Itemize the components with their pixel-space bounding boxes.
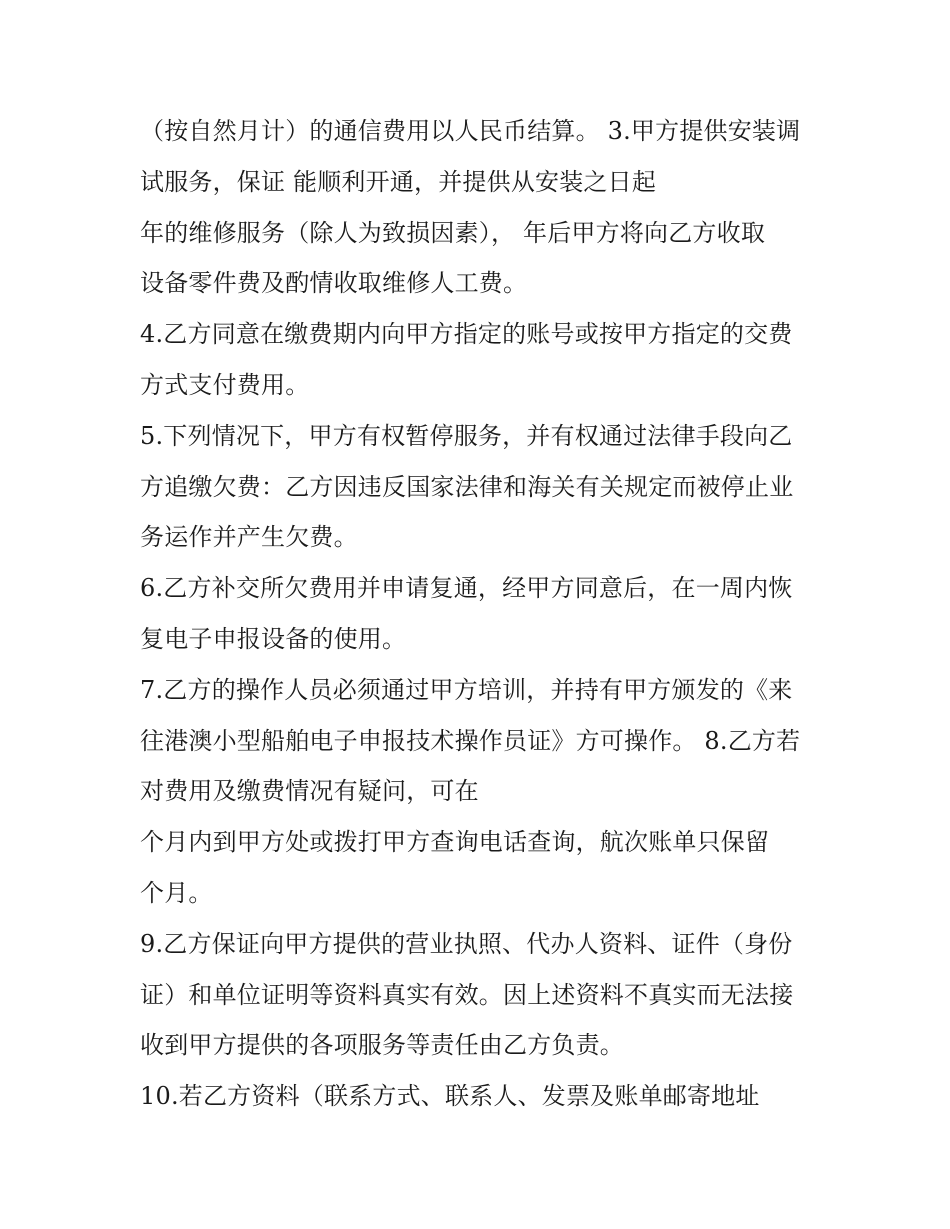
text-line: 年的维修服务（除人为致损因素）， 年后甲方将向乙方收取	[140, 218, 766, 247]
text-line: 6.乙方补交所欠费用并申请复通，经甲方同意后，在一周内恢	[140, 574, 793, 603]
text-line: 复电子申报设备的使用。	[140, 624, 407, 653]
text-line: 对费用及缴费情况有疑问，可在	[140, 777, 479, 806]
text-line: 试服务，保证 能顺利开通，并提供从安装之日起	[140, 167, 657, 196]
text-line: 收到甲方提供的各项服务等责任由乙方负责。	[140, 1031, 624, 1060]
text-line: （按自然月计）的通信费用以人民币结算。 3.甲方提供安装调	[140, 117, 801, 145]
text-line: 9.乙方保证向甲方提供的营业执照、代办人资料、证件（身份	[140, 929, 793, 958]
text-line: 4.乙方同意在缴费期内向甲方指定的账号或按甲方指定的交费	[140, 320, 793, 349]
contract-text-body	[140, 106, 830, 1122]
text-line: 往港澳小型船舶电子申报技术操作员证》方可操作。 8.乙方若	[140, 726, 801, 755]
text-line: 务运作并产生欠费。	[140, 523, 358, 552]
text-line: 5.下列情况下，甲方有权暂停服务，并有权通过法律手段向乙	[140, 421, 793, 450]
text-line: 个月。	[140, 878, 213, 907]
text-line: 方式支付费用。	[140, 370, 310, 399]
text-line: 设备零件费及酌情收取维修人工费。	[140, 269, 528, 298]
text-line: 证）和单位证明等资料真实有效。因上述资料不真实而无法接	[140, 980, 794, 1009]
text-line: 7.乙方的操作人员必须通过甲方培训，并持有甲方颁发的《来	[140, 675, 793, 704]
text-line: 个月内到甲方处或拨打甲方查询电话查询，航次账单只保留	[140, 828, 770, 857]
text-line: 10.若乙方资料（联系方式、联系人、发票及账单邮寄地址	[140, 1082, 760, 1111]
text-line: 方追缴欠费：乙方因违反国家法律和海关有关规定而被停止业	[140, 472, 794, 501]
